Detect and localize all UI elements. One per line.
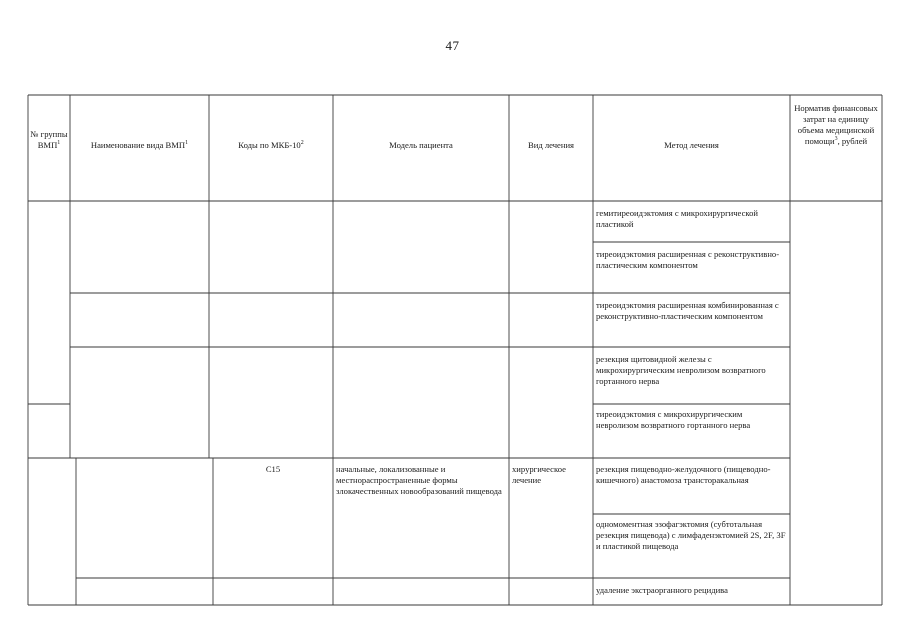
header-vmp-name	[71, 140, 208, 151]
header-group-number-text: № группы ВМП	[30, 129, 68, 150]
page-number: 47	[445, 38, 460, 53]
header-mkb-codes	[210, 140, 332, 151]
method-cell-2: тиреоидэктомия расширенная с реконструктивно-пластическим компонентом	[596, 249, 780, 270]
header-vmp-name-footnote: 1	[185, 140, 189, 146]
header-mkb-codes-footnote: 2	[300, 140, 304, 146]
header-treatment-type: Вид лечения	[527, 140, 575, 150]
method-cell-7: одномоментная эзофагэктомия (субтотальная резекция пищевода) с лимфаденэктомией 2S, 2F, 3F и пластикой пищевода	[596, 519, 786, 551]
method-cell-4: резекция щитовидной железы с микрохирургическим невролизом возвратного гортанного нерва	[596, 354, 766, 386]
header-patient-model: Модель пациента	[389, 140, 453, 150]
mkb-code-cell: C15	[265, 464, 281, 474]
header-financial-norm-text: Норматив финансовых затрат на единицу объема медицинской помощи	[794, 103, 878, 146]
header-group-number	[29, 129, 69, 151]
header-financial-norm	[794, 103, 878, 147]
method-cell-1: гемитиреоидэктомия с микрохирургической пластикой	[596, 208, 759, 229]
header-financial-norm-footnote: 3	[834, 136, 838, 142]
method-cell-8: удаление экстраорганного рецидива	[596, 585, 728, 595]
treatment-type-cell: хирургическое лечение	[512, 464, 566, 485]
method-cell-6: резекция пищеводно-желудочного (пищеводно-кишечного) анастомоза трансторакальная	[596, 464, 771, 485]
header-treatment-method: Метод лечения	[664, 140, 719, 150]
method-cell-5: тиреоидэктомия с микрохирургическим невролизом возвратного гортанного нерва	[596, 409, 751, 430]
header-mkb-codes-text: Коды по МКБ-10	[238, 140, 301, 150]
patient-model-cell: начальные, локализованные и местнораспространенные формы злокачественных новообразований пищевода	[336, 464, 502, 496]
header-vmp-name-text: Наименование вида ВМП	[90, 140, 186, 150]
header-group-number-footnote: 1	[57, 140, 61, 146]
method-cell-3: тиреоидэктомия расширенная комбинированная с реконструктивно-пластическим компонентом	[596, 300, 779, 321]
header-financial-norm-unit: , рублей	[837, 136, 868, 146]
